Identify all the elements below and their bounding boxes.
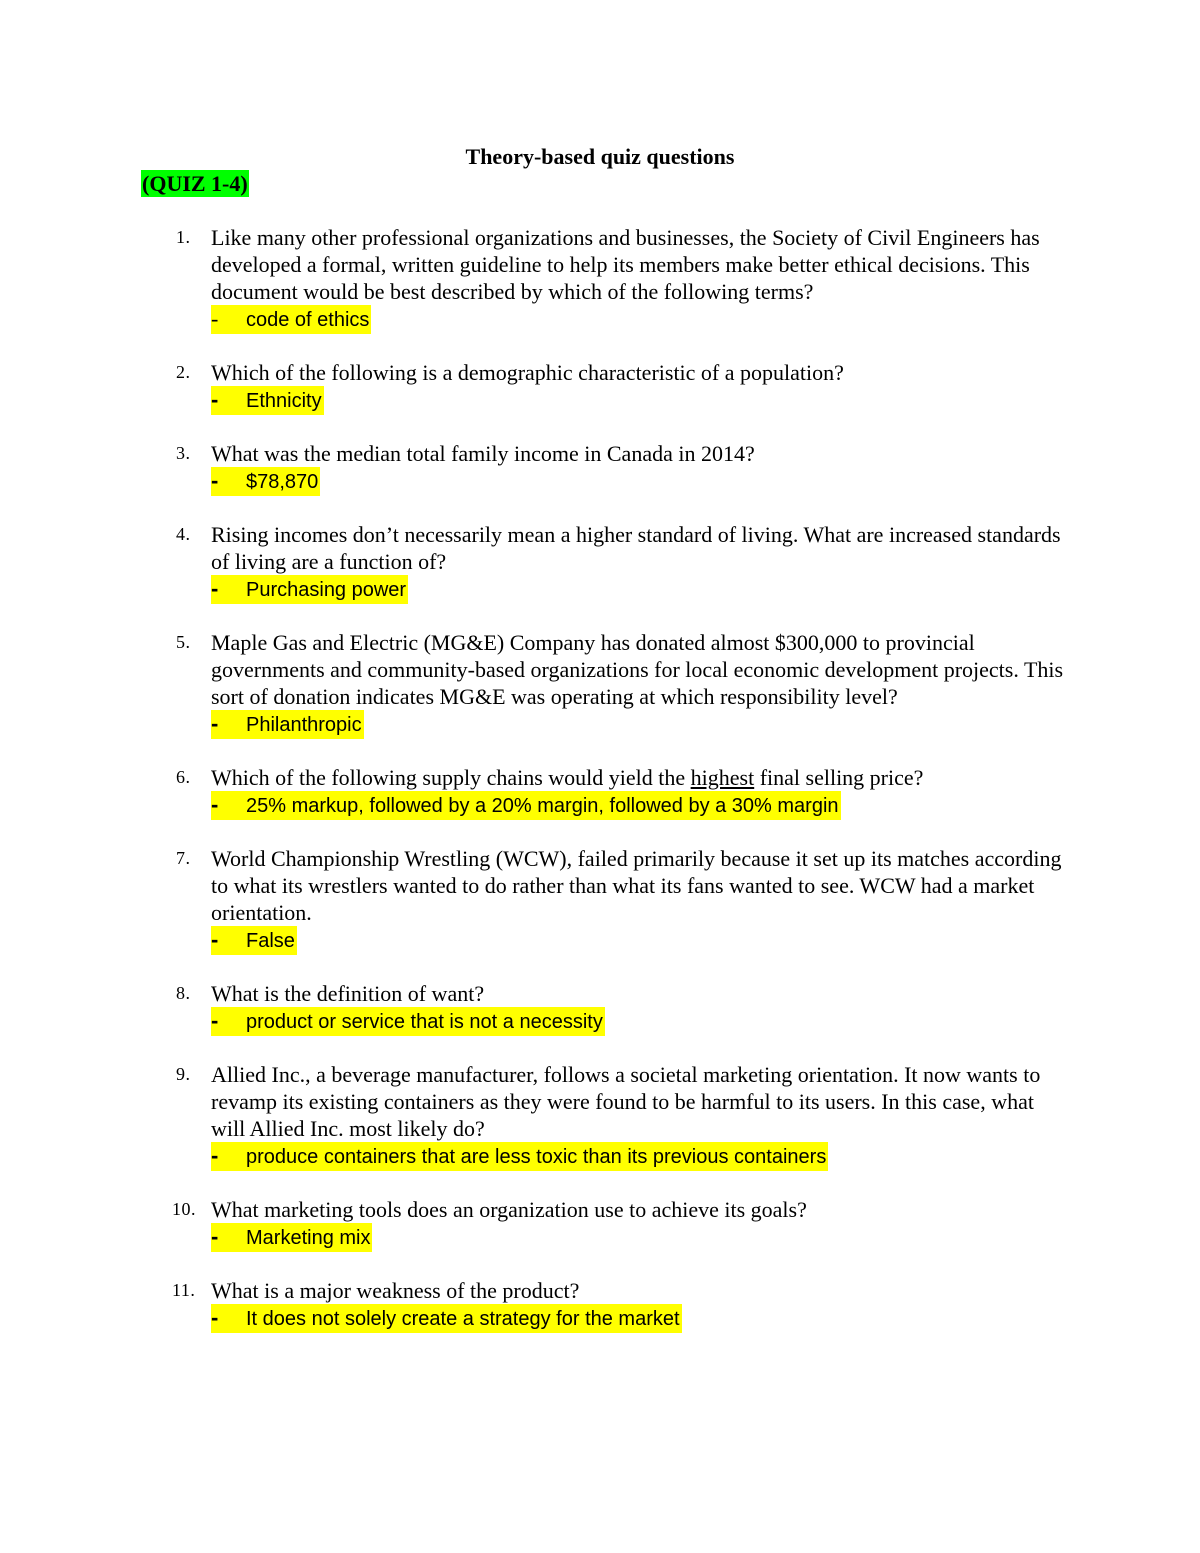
answer-text: $78,870 xyxy=(246,471,319,493)
question-number: 11. xyxy=(172,1280,196,1300)
question-number: 2. xyxy=(176,362,191,382)
answer-dash: - xyxy=(211,468,219,493)
question-number: 8. xyxy=(176,983,191,1003)
answer-line xyxy=(211,467,1200,494)
question-text xyxy=(211,764,1071,791)
answer-text: Philanthropic xyxy=(246,714,362,736)
question-item xyxy=(0,1196,1200,1250)
answer-text: Purchasing power xyxy=(246,579,407,601)
answer-text: code of ethics xyxy=(246,309,370,331)
question-text: Which of the following is a demographic characteristic of a population? xyxy=(211,360,844,385)
answer-text: 25% markup, followed by a 20% margin, followed by a 30% margin xyxy=(246,795,839,817)
question-text: What was the median total family income in Canada in 2014? xyxy=(211,441,755,466)
question-text: Rising incomes don’t necessarily mean a higher standard of living. What are increased standards of living are a function of? xyxy=(211,522,1061,574)
answer-dash: - xyxy=(211,1305,219,1330)
answer-highlight xyxy=(211,710,364,739)
question-item xyxy=(0,845,1200,953)
answer-highlight xyxy=(211,575,408,604)
question-number: 6. xyxy=(176,767,191,787)
question-number: 7. xyxy=(176,848,191,868)
answer-dash: - xyxy=(211,1008,219,1033)
question-number: 4. xyxy=(176,524,191,544)
question-text: What marketing tools does an organization use to achieve its goals? xyxy=(211,1197,807,1222)
answer-dash: - xyxy=(211,1143,219,1168)
question-number: 9. xyxy=(176,1064,191,1084)
answer-text: Ethnicity xyxy=(246,390,322,412)
answer-dash: - xyxy=(211,576,219,601)
answer-dash: - xyxy=(211,711,219,736)
question-number: 10. xyxy=(172,1199,196,1219)
answer-text: It does not solely create a strategy for the market xyxy=(246,1308,680,1330)
answer-highlight xyxy=(211,386,324,415)
question-text-after: final selling price? xyxy=(754,765,924,790)
question-item xyxy=(0,764,1200,818)
question-text: Allied Inc., a beverage manufacturer, follows a societal marketing orientation. It now wants to revamp its existing containers as they were found to be harmful to its users. In this case, what will Allied Inc. most likely do? xyxy=(211,1062,1041,1141)
answer-highlight xyxy=(211,926,297,955)
question-text: Maple Gas and Electric (MG&E) Company has donated almost $300,000 to provincial governments and community-based organizations for local economic development projects. This sort of donation indicates MG&E was operating at which responsibility level? xyxy=(211,630,1064,709)
answer-highlight xyxy=(211,467,320,496)
question-text: World Championship Wrestling (WCW), failed primarily because it set up its matches according to what its wrestlers wanted to do rather than what its fans wanted to see. WCW had a market orientation. xyxy=(211,846,1062,925)
question-item xyxy=(0,440,1200,494)
answer-text: Marketing mix xyxy=(246,1227,371,1249)
answer-text: False xyxy=(246,930,295,952)
answer-dash: - xyxy=(211,792,219,817)
answer-highlight xyxy=(211,1142,828,1171)
answer-highlight xyxy=(211,1304,682,1333)
question-item xyxy=(0,359,1200,413)
answer-line xyxy=(211,1142,1200,1169)
answer-text: produce containers that are less toxic than its previous containers xyxy=(246,1146,827,1168)
question-number: 3. xyxy=(176,443,191,463)
answer-line xyxy=(211,791,1200,818)
question-number: 1. xyxy=(176,227,191,247)
page-title: Theory-based quiz questions xyxy=(465,144,735,169)
answer-line xyxy=(211,926,1200,953)
section-label: (QUIZ 1-4) xyxy=(142,171,248,196)
answer-line xyxy=(211,386,1200,413)
question-item xyxy=(0,629,1200,737)
question-item xyxy=(0,521,1200,602)
answer-highlight xyxy=(211,1007,605,1036)
question-item xyxy=(0,1277,1200,1331)
answer-highlight xyxy=(211,791,841,820)
answer-dash: - xyxy=(211,1224,219,1249)
question-item xyxy=(0,224,1200,332)
question-item xyxy=(0,980,1200,1034)
question-text-emphasis: highest xyxy=(690,765,755,790)
answer-line xyxy=(211,1304,1200,1331)
answer-line xyxy=(211,305,1200,332)
answer-line xyxy=(211,710,1200,737)
answer-highlight xyxy=(211,305,371,334)
question-text-before: Which of the following supply chains would yield the xyxy=(211,765,691,790)
answer-dash: - xyxy=(211,927,219,952)
answer-line xyxy=(211,1007,1200,1034)
answer-highlight xyxy=(211,1223,372,1252)
question-text: What is a major weakness of the product? xyxy=(211,1278,580,1303)
question-list xyxy=(0,224,1200,1358)
question-text: Like many other professional organizations and businesses, the Society of Civil Engineers has developed a formal, written guideline to help its members make better ethical decisions. This document would be best described by which of the following terms? xyxy=(211,225,1040,304)
answer-dash: - xyxy=(211,306,219,331)
question-text: What is the definition of want? xyxy=(211,981,485,1006)
question-item xyxy=(0,1061,1200,1169)
answer-text: product or service that is not a necessity xyxy=(246,1011,603,1033)
answer-line xyxy=(211,575,1200,602)
answer-dash: - xyxy=(211,387,219,412)
answer-line xyxy=(211,1223,1200,1250)
question-number: 5. xyxy=(176,632,191,652)
